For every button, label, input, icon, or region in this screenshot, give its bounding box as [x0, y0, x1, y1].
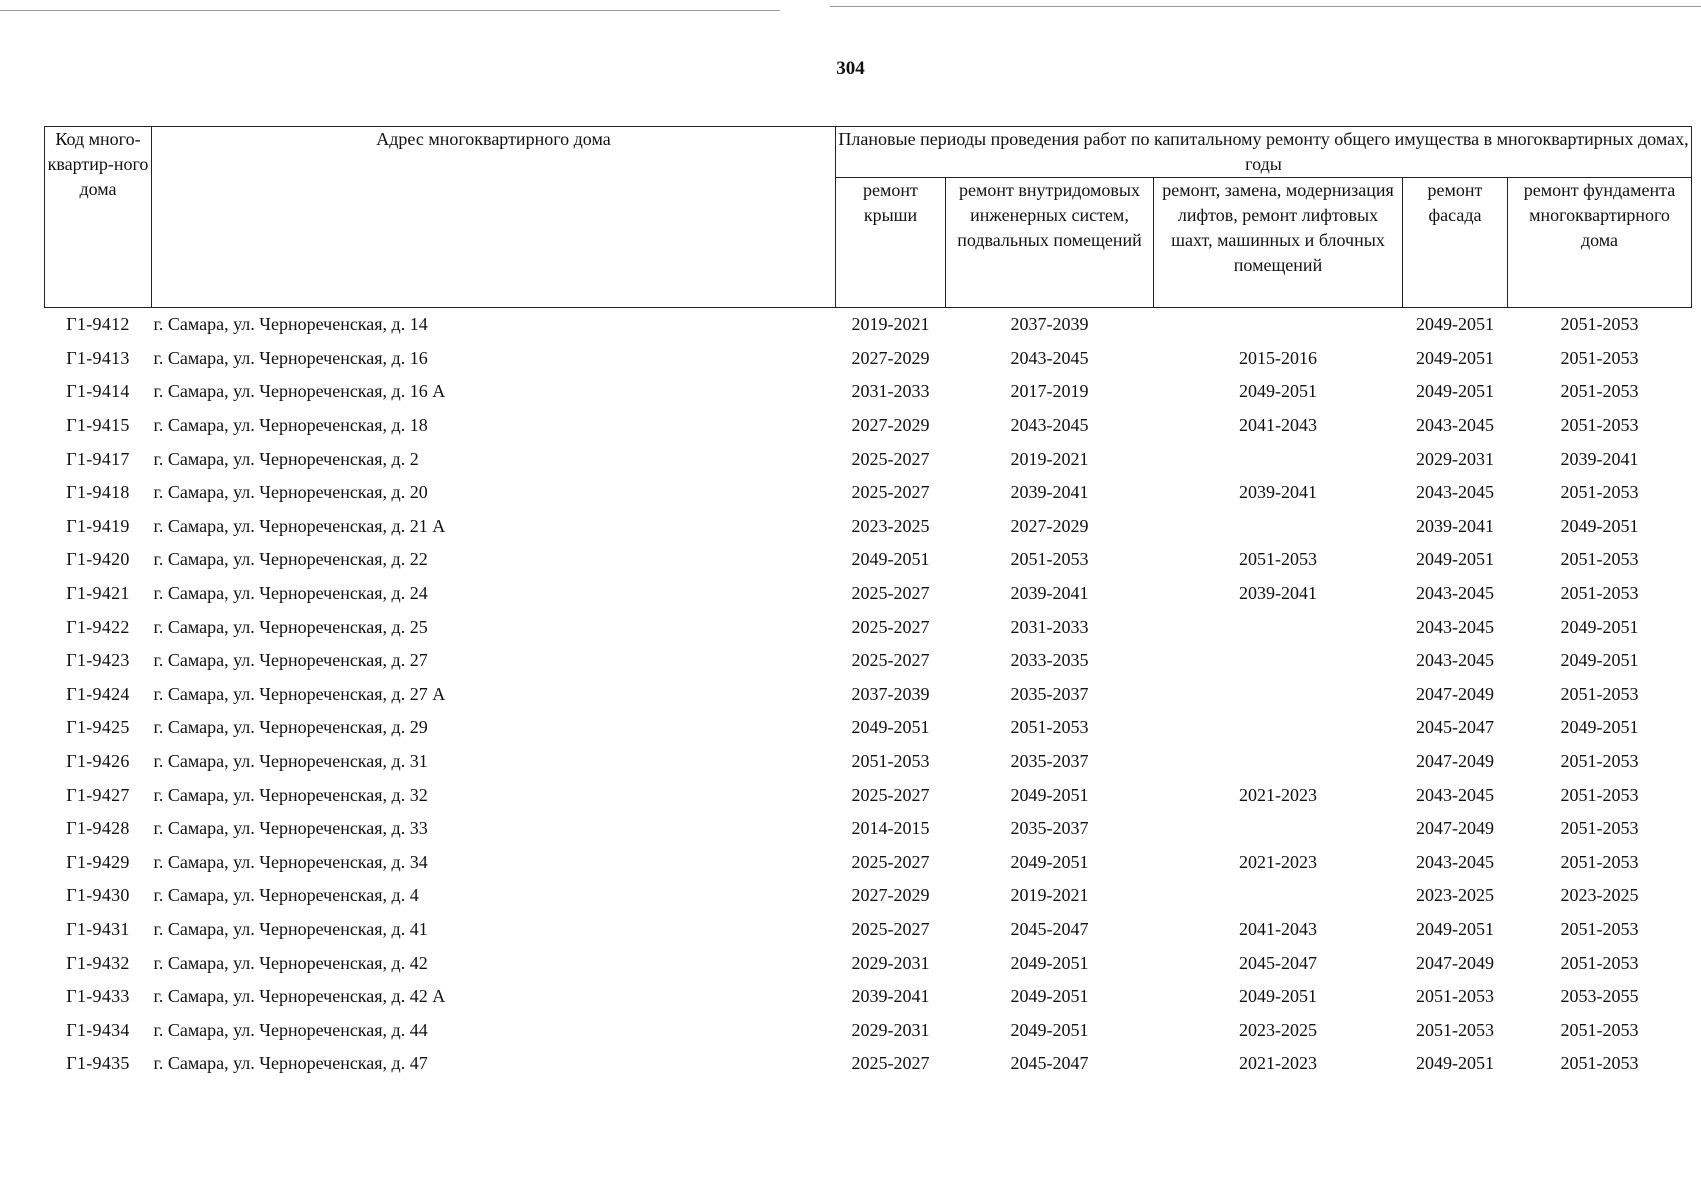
foundation-period-cell: 2051-2053 — [1560, 347, 1639, 368]
facade-period-cell: 2049-2051 — [1416, 1053, 1494, 1074]
lifts-period-cell: 2045-2047 — [1239, 952, 1317, 973]
address-cell: г. Самара, ул. Чернореченская, д. 4 — [153, 885, 419, 906]
address-cell: г. Самара, ул. Чернореченская, д. 16 А — [153, 381, 446, 402]
systems-period-cell: 2035-2037 — [1010, 751, 1089, 772]
lifts-period-cell: 2015-2016 — [1239, 347, 1317, 368]
house-code-cell: Г1-9421 — [66, 583, 130, 604]
roof-period-cell: 2039-2041 — [851, 986, 930, 1007]
lifts-period-cell: 2041-2043 — [1239, 415, 1317, 436]
lifts-period-cell — [1154, 644, 1403, 678]
page-number: 304 — [836, 58, 865, 79]
house-code-cell: Г1-9433 — [66, 986, 130, 1007]
house-code-cell: Г1-9413 — [66, 347, 130, 368]
table-row — [45, 812, 1692, 846]
table-row — [45, 409, 1692, 443]
facade-period-cell: 2047-2049 — [1416, 751, 1494, 772]
systems-period-cell: 2043-2045 — [1010, 347, 1089, 368]
address-cell: г. Самара, ул. Чернореченская, д. 20 — [153, 482, 428, 503]
house-code-cell: Г1-9424 — [66, 683, 130, 704]
facade-period-cell: 2043-2045 — [1416, 650, 1494, 671]
lifts-period-cell — [1154, 308, 1403, 342]
foundation-period-cell: 2051-2053 — [1560, 583, 1639, 604]
house-code-cell: Г1-9426 — [66, 751, 130, 772]
roof-period-cell: 2025-2027 — [851, 918, 930, 939]
foundation-period-cell: 2049-2051 — [1560, 616, 1639, 637]
lifts-period-cell — [1154, 745, 1403, 779]
lifts-period-cell — [1154, 510, 1403, 544]
facade-period-cell: 2049-2051 — [1416, 314, 1494, 335]
lifts-period-cell: 2021-2023 — [1239, 851, 1317, 872]
table-row — [45, 913, 1692, 947]
facade-period-cell: 2023-2025 — [1416, 885, 1494, 906]
systems-period-cell: 2031-2033 — [1010, 616, 1089, 637]
facade-period-cell: 2029-2031 — [1416, 448, 1494, 469]
foundation-period-cell: 2051-2053 — [1560, 683, 1639, 704]
house-code-cell: Г1-9420 — [66, 549, 130, 570]
table-row — [45, 711, 1692, 745]
address-cell: г. Самара, ул. Чернореченская, д. 14 — [153, 314, 428, 335]
systems-period-cell: 2019-2021 — [1010, 885, 1089, 906]
table-row — [45, 846, 1692, 880]
roof-period-cell: 2025-2027 — [851, 851, 930, 872]
address-cell: г. Самара, ул. Чернореченская, д. 41 — [153, 918, 428, 939]
address-cell: г. Самара, ул. Чернореченская, д. 32 — [153, 784, 428, 805]
address-cell: г. Самара, ул. Чернореченская, д. 18 — [153, 415, 428, 436]
address-cell: г. Самара, ул. Чернореченская, д. 44 — [153, 1019, 428, 1040]
house-code-cell: Г1-9418 — [66, 482, 130, 503]
address-cell: г. Самара, ул. Чернореченская, д. 27 — [153, 650, 428, 671]
address-cell: г. Самара, ул. Чернореченская, д. 22 — [153, 549, 428, 570]
roof-period-cell: 2027-2029 — [851, 885, 930, 906]
roof-period-cell: 2029-2031 — [851, 952, 930, 973]
house-code-cell: Г1-9417 — [66, 448, 130, 469]
systems-period-cell: 2051-2053 — [1010, 549, 1089, 570]
roof-period-cell: 2049-2051 — [851, 717, 930, 738]
facade-period-cell: 2049-2051 — [1416, 347, 1494, 368]
house-code-cell: Г1-9419 — [66, 515, 130, 536]
systems-period-cell: 2045-2047 — [1010, 1053, 1089, 1074]
foundation-period-cell: 2051-2053 — [1560, 751, 1639, 772]
header-facade-repair: ремонт фасада — [1403, 178, 1508, 308]
header-lift-repair: ремонт, замена, модернизация лифтов, ремонт лифтовых шахт, машинных и блочных помещений — [1154, 178, 1403, 308]
facade-period-cell: 2047-2049 — [1416, 818, 1494, 839]
facade-period-cell: 2039-2041 — [1416, 515, 1494, 536]
lifts-period-cell: 2039-2041 — [1239, 482, 1317, 503]
lifts-period-cell: 2021-2023 — [1239, 1053, 1317, 1074]
roof-period-cell: 2025-2027 — [851, 583, 930, 604]
table-body — [45, 308, 1692, 1081]
house-code-cell: Г1-9434 — [66, 1019, 130, 1040]
systems-period-cell: 2035-2037 — [1010, 683, 1089, 704]
roof-period-cell: 2025-2027 — [851, 784, 930, 805]
systems-period-cell: 2051-2053 — [1010, 717, 1089, 738]
systems-period-cell: 2037-2039 — [1010, 314, 1089, 335]
facade-period-cell: 2047-2049 — [1416, 683, 1494, 704]
roof-period-cell: 2049-2051 — [851, 549, 930, 570]
facade-period-cell: 2047-2049 — [1416, 952, 1494, 973]
table-row — [45, 610, 1692, 644]
address-cell: г. Самара, ул. Чернореченская, д. 16 — [153, 347, 428, 368]
facade-period-cell: 2049-2051 — [1416, 381, 1494, 402]
foundation-period-cell: 2049-2051 — [1560, 515, 1639, 536]
lifts-period-cell: 2021-2023 — [1239, 784, 1317, 805]
foundation-period-cell: 2051-2053 — [1560, 415, 1639, 436]
foundation-period-cell: 2049-2051 — [1560, 650, 1639, 671]
foundation-period-cell: 2051-2053 — [1560, 818, 1639, 839]
systems-period-cell: 2049-2051 — [1010, 851, 1089, 872]
facade-period-cell: 2043-2045 — [1416, 482, 1494, 503]
roof-period-cell: 2014-2015 — [851, 818, 930, 839]
address-cell: г. Самара, ул. Чернореченская, д. 42 — [153, 952, 428, 973]
house-code-cell: Г1-9430 — [66, 885, 130, 906]
lifts-period-cell — [1154, 678, 1403, 712]
table-row — [45, 375, 1692, 409]
foundation-period-cell: 2051-2053 — [1560, 918, 1639, 939]
foundation-period-cell: 2023-2025 — [1560, 885, 1639, 906]
roof-period-cell: 2031-2033 — [851, 381, 930, 402]
lifts-period-cell — [1154, 812, 1403, 846]
systems-period-cell: 2049-2051 — [1010, 1019, 1089, 1040]
roof-period-cell: 2019-2021 — [851, 314, 930, 335]
roof-period-cell: 2023-2025 — [851, 515, 930, 536]
table-row — [45, 510, 1692, 544]
facade-period-cell: 2051-2053 — [1416, 1019, 1494, 1040]
address-cell: г. Самара, ул. Чернореченская, д. 29 — [153, 717, 428, 738]
roof-period-cell: 2027-2029 — [851, 415, 930, 436]
lifts-period-cell: 2039-2041 — [1239, 583, 1317, 604]
house-code-cell: Г1-9414 — [66, 381, 130, 402]
foundation-period-cell: 2053-2055 — [1560, 986, 1639, 1007]
foundation-period-cell: 2051-2053 — [1560, 784, 1639, 805]
table-row — [45, 879, 1692, 913]
systems-period-cell: 2049-2051 — [1010, 784, 1089, 805]
lifts-period-cell: 2049-2051 — [1239, 381, 1317, 402]
foundation-period-cell: 2051-2053 — [1560, 1019, 1639, 1040]
table-row — [45, 476, 1692, 510]
foundation-period-cell: 2051-2053 — [1560, 851, 1639, 872]
roof-period-cell: 2025-2027 — [851, 448, 930, 469]
roof-period-cell: 2029-2031 — [851, 1019, 930, 1040]
lifts-period-cell — [1154, 442, 1403, 476]
address-cell: г. Самара, ул. Чернореченская, д. 31 — [153, 751, 428, 772]
lifts-period-cell: 2041-2043 — [1239, 918, 1317, 939]
roof-period-cell: 2025-2027 — [851, 616, 930, 637]
systems-period-cell: 2045-2047 — [1010, 918, 1089, 939]
systems-period-cell: 2035-2037 — [1010, 818, 1089, 839]
house-code-cell: Г1-9429 — [66, 851, 130, 872]
table-row — [45, 1047, 1692, 1081]
roof-period-cell: 2025-2027 — [851, 1053, 930, 1074]
address-cell: г. Самара, ул. Чернореченская, д. 21 А — [153, 515, 446, 536]
roof-period-cell: 2025-2027 — [851, 482, 930, 503]
facade-period-cell: 2043-2045 — [1416, 583, 1494, 604]
systems-period-cell: 2043-2045 — [1010, 415, 1089, 436]
header-roof-repair: ремонт крыши — [836, 178, 946, 308]
systems-period-cell: 2017-2019 — [1010, 381, 1089, 402]
facade-period-cell: 2043-2045 — [1416, 851, 1494, 872]
table-row — [45, 543, 1692, 577]
roof-period-cell: 2027-2029 — [851, 347, 930, 368]
table-row — [45, 342, 1692, 376]
facade-period-cell: 2049-2051 — [1416, 549, 1494, 570]
house-code-cell: Г1-9422 — [66, 616, 130, 637]
table-row — [45, 678, 1692, 712]
roof-period-cell: 2037-2039 — [851, 683, 930, 704]
house-code-cell: Г1-9423 — [66, 650, 130, 671]
roof-period-cell: 2025-2027 — [851, 650, 930, 671]
facade-period-cell: 2043-2045 — [1416, 616, 1494, 637]
header-address: Адрес многоквартирного дома — [152, 127, 836, 308]
table-row — [45, 644, 1692, 678]
house-code-cell: Г1-9428 — [66, 818, 130, 839]
systems-period-cell: 2039-2041 — [1010, 583, 1089, 604]
lifts-period-cell — [1154, 610, 1403, 644]
address-cell: г. Самара, ул. Чернореченская, д. 24 — [153, 583, 428, 604]
table-row — [45, 442, 1692, 476]
facade-period-cell: 2051-2053 — [1416, 986, 1494, 1007]
address-cell: г. Самара, ул. Чернореченская, д. 34 — [153, 851, 428, 872]
lifts-period-cell — [1154, 879, 1403, 913]
table-row — [45, 745, 1692, 779]
table-row — [45, 946, 1692, 980]
house-code-cell: Г1-9415 — [66, 415, 130, 436]
facade-period-cell: 2043-2045 — [1416, 415, 1494, 436]
foundation-period-cell: 2051-2053 — [1560, 1053, 1639, 1074]
foundation-period-cell: 2049-2051 — [1560, 717, 1639, 738]
systems-period-cell: 2039-2041 — [1010, 482, 1089, 503]
house-code-cell: Г1-9425 — [66, 717, 130, 738]
lifts-period-cell — [1154, 711, 1403, 745]
header-planned-periods: Плановые периоды проведения работ по капитальному ремонту общего имущества в многоквартирных домах, годы — [836, 127, 1692, 178]
scan-edge-line — [830, 6, 1701, 7]
foundation-period-cell: 2039-2041 — [1560, 448, 1639, 469]
foundation-period-cell: 2051-2053 — [1560, 381, 1639, 402]
table-row — [45, 308, 1692, 342]
lifts-period-cell: 2049-2051 — [1239, 986, 1317, 1007]
header-engineering-systems-repair: ремонт внутридомовых инженерных систем, подвальных помещений — [946, 178, 1154, 308]
address-cell: г. Самара, ул. Чернореченская, д. 27 А — [153, 683, 446, 704]
address-cell: г. Самара, ул. Чернореченская, д. 2 — [153, 448, 419, 469]
table-row — [45, 577, 1692, 611]
foundation-period-cell: 2051-2053 — [1560, 549, 1639, 570]
address-cell: г. Самара, ул. Чернореченская, д. 33 — [153, 818, 428, 839]
scan-edge-line — [0, 10, 780, 11]
systems-period-cell: 2033-2035 — [1010, 650, 1089, 671]
foundation-period-cell: 2051-2053 — [1560, 952, 1639, 973]
house-code-cell: Г1-9412 — [66, 314, 130, 335]
address-cell: г. Самара, ул. Чернореченская, д. 25 — [153, 616, 428, 637]
house-code-cell: Г1-9427 — [66, 784, 130, 805]
house-code-cell: Г1-9435 — [66, 1053, 130, 1074]
table-row — [45, 778, 1692, 812]
address-cell: г. Самара, ул. Чернореченская, д. 47 — [153, 1053, 428, 1074]
foundation-period-cell: 2051-2053 — [1560, 482, 1639, 503]
header-foundation-repair: ремонт фундамента многоквартирного дома — [1508, 178, 1692, 308]
address-cell: г. Самара, ул. Чернореченская, д. 42 А — [153, 986, 446, 1007]
lifts-period-cell: 2023-2025 — [1239, 1019, 1317, 1040]
house-code-cell: Г1-9432 — [66, 952, 130, 973]
table-row — [45, 1013, 1692, 1047]
house-code-cell: Г1-9431 — [66, 918, 130, 939]
systems-period-cell: 2027-2029 — [1010, 515, 1089, 536]
facade-period-cell: 2045-2047 — [1416, 717, 1494, 738]
systems-period-cell: 2049-2051 — [1010, 952, 1089, 973]
table-row — [45, 980, 1692, 1014]
lifts-period-cell: 2051-2053 — [1239, 549, 1317, 570]
facade-period-cell: 2049-2051 — [1416, 918, 1494, 939]
systems-period-cell: 2019-2021 — [1010, 448, 1089, 469]
header-house-code: Код много-квартир-ного дома — [45, 127, 152, 308]
roof-period-cell: 2051-2053 — [851, 751, 930, 772]
foundation-period-cell: 2051-2053 — [1560, 314, 1639, 335]
table-header — [45, 127, 1692, 308]
repair-schedule-table — [44, 126, 1692, 1081]
systems-period-cell: 2049-2051 — [1010, 986, 1089, 1007]
facade-period-cell: 2043-2045 — [1416, 784, 1494, 805]
